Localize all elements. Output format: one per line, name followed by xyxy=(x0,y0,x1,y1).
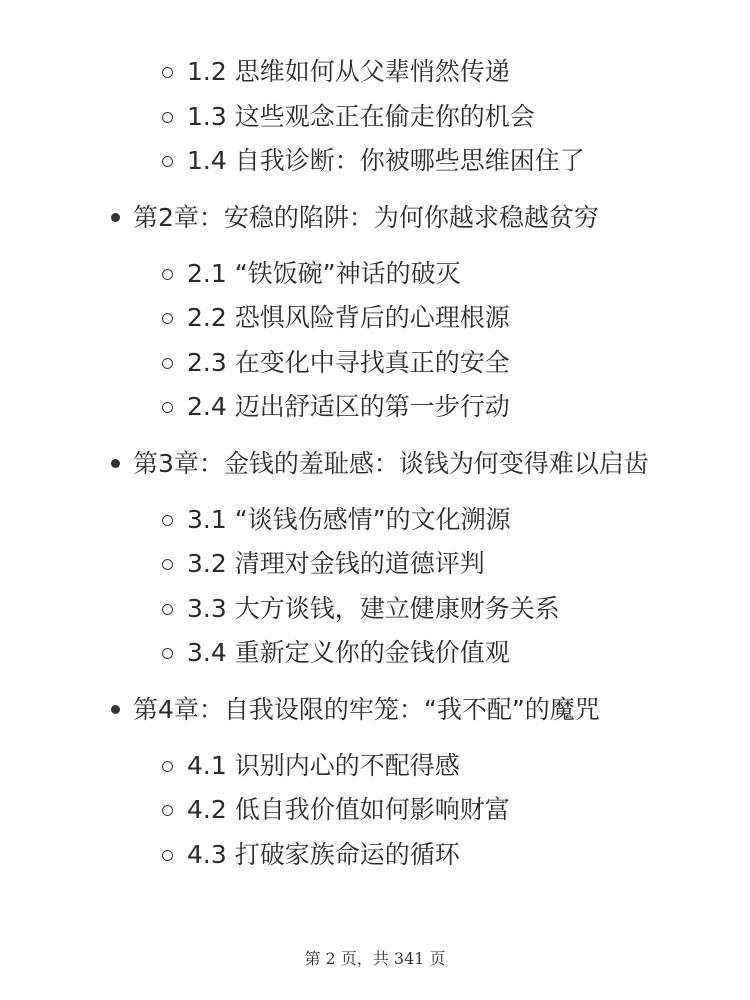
toc-subitem-label: 4.2 低自我价值如何影响财富 xyxy=(187,795,510,824)
toc-subitem-2-2 xyxy=(0,296,750,341)
toc-subitem-label: 4.1 识别内心的不配得感 xyxy=(187,750,460,780)
hollow-bullet-icon xyxy=(162,559,173,570)
filled-bullet-icon xyxy=(111,213,120,222)
hollow-bullet-icon xyxy=(162,269,173,280)
toc-subitem-2-3 xyxy=(0,341,750,386)
toc-subitem-label: 1.4 自我诊断：你被哪些思维困住了 xyxy=(187,146,585,175)
toc-subitem-3-3 xyxy=(0,587,750,632)
toc-subitem-3-2 xyxy=(0,542,750,587)
hollow-bullet-icon xyxy=(162,67,173,78)
toc-subitem-2-1 xyxy=(0,252,750,297)
toc-subitem-4-1 xyxy=(0,744,750,789)
toc-subitem-4-2 xyxy=(0,788,750,833)
page-number-footer: 第 2 页，共 341 页 xyxy=(304,949,446,968)
toc-subitem-1-3 xyxy=(0,95,750,140)
toc-subitem-3-1 xyxy=(0,498,750,543)
toc-subitem-label: 2.2 恐惧风险背后的心理根源 xyxy=(187,303,510,332)
hollow-bullet-icon xyxy=(162,358,173,369)
toc-subitem-label: 2.3 在变化中寻找真正的安全 xyxy=(187,347,510,377)
toc-chapter-3 xyxy=(0,443,750,484)
filled-bullet-icon xyxy=(111,705,120,714)
toc-subitem-label: 2.4 迈出舒适区的第一步行动 xyxy=(187,392,510,421)
hollow-bullet-icon xyxy=(162,515,173,526)
hollow-bullet-icon xyxy=(162,156,173,167)
toc-chapter-4 xyxy=(0,689,750,730)
chapter-title: 第2章：安稳的陷阱：为何你越求稳越贫穷 xyxy=(133,202,599,232)
toc-subitem-3-4 xyxy=(0,631,750,676)
toc-subitem-label: 1.3 这些观念正在偷走你的机会 xyxy=(187,101,535,131)
toc-subitem-1-2 xyxy=(0,50,750,95)
hollow-bullet-icon xyxy=(162,805,173,816)
hollow-bullet-icon xyxy=(162,850,173,861)
toc-subitem-1-4 xyxy=(0,139,750,184)
filled-bullet-icon xyxy=(111,459,120,468)
toc-subitem-label: 3.2 清理对金钱的道德评判 xyxy=(187,549,485,578)
toc-chapter-2 xyxy=(0,197,750,238)
toc-subitem-2-4 xyxy=(0,385,750,430)
toc-subitem-label: 3.1 “谈钱伤感情”的文化溯源 xyxy=(187,504,511,534)
hollow-bullet-icon xyxy=(162,648,173,659)
toc-subitem-label: 3.4 重新定义你的金钱价值观 xyxy=(187,638,510,667)
hollow-bullet-icon xyxy=(162,402,173,413)
hollow-bullet-icon xyxy=(162,604,173,615)
toc-subitem-label: 3.3 大方谈钱，建立健康财务关系 xyxy=(187,593,560,623)
chapter-title: 第3章：金钱的羞耻感：谈钱为何变得难以启齿 xyxy=(133,448,649,478)
toc-subitem-label: 1.2 思维如何从父辈悄然传递 xyxy=(187,57,510,86)
hollow-bullet-icon xyxy=(162,313,173,324)
table-of-contents xyxy=(0,50,750,877)
toc-subitem-label: 2.1 “铁饭碗”神话的破灭 xyxy=(187,258,461,288)
toc-subitem-4-3 xyxy=(0,833,750,878)
chapter-title: 第4章：自我设限的牢笼：“我不配”的魔咒 xyxy=(133,694,600,724)
hollow-bullet-icon xyxy=(162,112,173,123)
toc-subitem-label: 4.3 打破家族命运的循环 xyxy=(187,839,460,869)
hollow-bullet-icon xyxy=(162,761,173,772)
